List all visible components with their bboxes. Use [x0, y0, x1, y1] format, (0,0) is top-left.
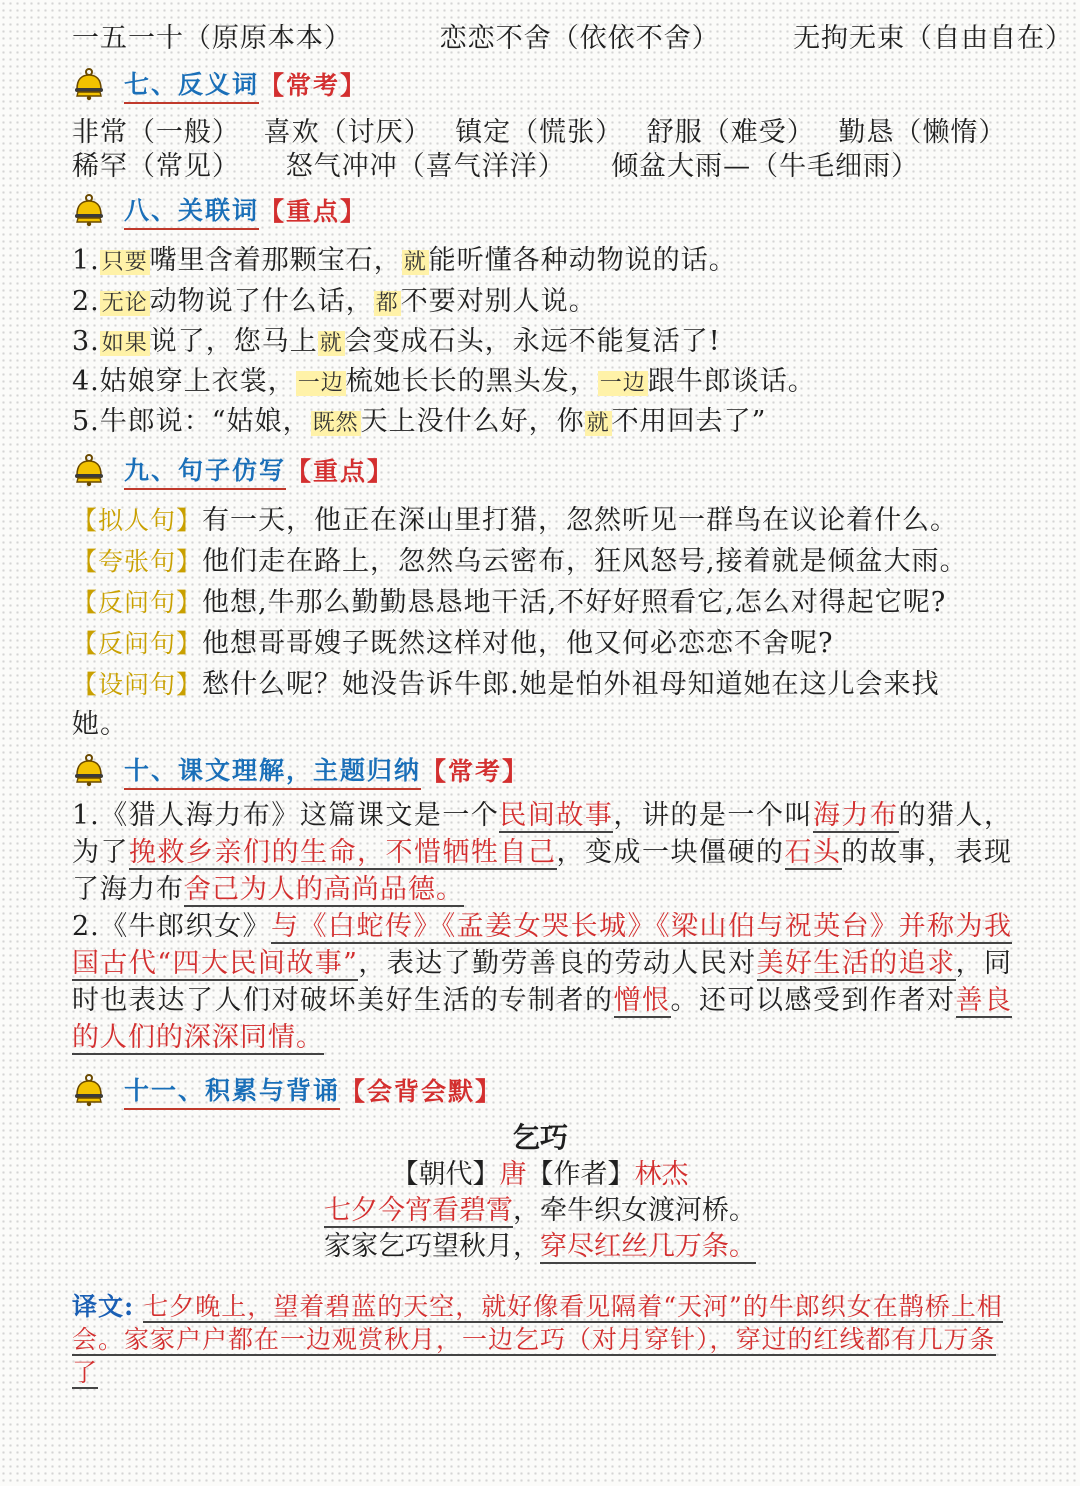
- sentence-text: 天上没什么好，你: [360, 406, 585, 437]
- antonym-pair: 喜欢（讨厌）: [263, 117, 432, 148]
- sentence-text: 会变成石头，永远不能复活了!: [344, 326, 721, 357]
- poem-blank: 七夕今宵看碧霄: [324, 1195, 513, 1226]
- conjunction-sentence: [72, 319, 721, 358]
- sentence-type-label: 【反问句】: [72, 629, 203, 658]
- keyword-highlight: 如果: [101, 331, 148, 356]
- paragraph-text: 的故事，表现了海力布: [72, 837, 1012, 905]
- section-comprehension-heading: [72, 750, 529, 790]
- keyword-highlight: 无论: [101, 291, 148, 316]
- answer-text: 善良的人们的深深同情。: [72, 985, 1012, 1053]
- comprehension-paragraph-1: [72, 797, 1012, 908]
- section-recitation-heading: [72, 1070, 502, 1110]
- conjunction-sentence: [72, 359, 816, 398]
- paragraph-text: 。还可以感受到作者对: [670, 985, 956, 1016]
- answer-text: 民间故事: [499, 800, 614, 831]
- section-tag: 【重点】: [259, 197, 368, 226]
- keyword-highlight: 一边: [599, 371, 646, 396]
- antonym-pair: 镇定（慌张）: [455, 117, 624, 148]
- answer-text: 挽救乡亲们的生命，不惜牺牲自己: [129, 837, 557, 868]
- answer-text: 憎恨: [613, 985, 671, 1016]
- sentence-type-label: 【反问句】: [72, 588, 203, 617]
- example-sentence: [72, 539, 968, 578]
- sentence-text: 跟牛郎谈话。: [647, 366, 816, 397]
- paragraph-text: ，变成一块僵硬的: [556, 837, 785, 868]
- section-tag: 【常考】: [421, 757, 530, 786]
- keyword-highlight: 既然: [312, 411, 359, 436]
- conjunction-sentence: [72, 238, 737, 277]
- bell-icon: [72, 453, 106, 487]
- keyword-highlight: 只要: [101, 250, 148, 275]
- idiom-pair: 一五一十（原原本本）: [72, 23, 352, 54]
- sentence-text: 他想哥哥嫂子既然这样对他，他又何必恋恋不舍呢?: [202, 628, 834, 659]
- example-sentence: [72, 580, 946, 619]
- sentence-text: 嘴里含着那颗宝石，: [149, 245, 402, 276]
- translation-block: [72, 1290, 1012, 1389]
- poem-blank: 穿尽红丝几万条。: [540, 1231, 756, 1262]
- paragraph-text: 的猎人，为了: [72, 800, 1013, 868]
- idiom-pair: 恋恋不舍（依依不舍）: [439, 23, 720, 54]
- dynasty-label: 【朝代】: [391, 1159, 500, 1190]
- item-number: 4.: [72, 366, 100, 397]
- example-sentence: [72, 662, 940, 701]
- section-tag: 【会背会默】: [340, 1077, 503, 1106]
- keyword-highlight: 就: [403, 250, 427, 275]
- poem-text: ，牵牛织女渡河桥。: [513, 1195, 756, 1226]
- section-conjunctions-heading: [72, 190, 367, 230]
- conjunction-sentence: [72, 279, 597, 318]
- sentence-text: 不要对别人说。: [400, 286, 597, 317]
- translation-text: 七夕晚上，望着碧蓝的天空，就好像看见隔着“天河”的牛郎织女在鹊桥上相会。家家户户都在一边观赏秋月，一边乞巧（对月穿针），穿过的红线都有几万条了: [72, 1292, 1003, 1387]
- comprehension-paragraph-2: [72, 908, 1012, 1056]
- author-label: 【作者】: [526, 1159, 635, 1190]
- antonym-pair: 怒气冲冲（喜气洋洋）: [285, 151, 566, 182]
- poem-meta: [0, 1152, 1080, 1191]
- example-sentence-continuation: [72, 702, 128, 741]
- keyword-highlight: 都: [375, 291, 399, 316]
- section-tag: 【常考】: [259, 71, 368, 100]
- sentence-text: 愁什么呢？她没告诉牛郎.她是怕外祖母知道她在这儿会来找: [202, 669, 940, 700]
- paragraph-text: ，表达了勤劳善良的劳动人民对: [357, 948, 757, 979]
- sentence-type-label: 【拟人句】: [72, 506, 203, 535]
- keyword-highlight: 一边: [297, 371, 344, 396]
- sentence-text: 他们走在路上，忽然乌云密布，狂风怒号,接着就是倾盆大雨。: [202, 546, 968, 577]
- antonym-pair: 勤恳（懒惰）: [838, 117, 1007, 148]
- section-title: 七、反义词: [124, 65, 259, 104]
- translation-label: 译文:: [72, 1292, 135, 1321]
- section-title: 九、句子仿写: [124, 451, 286, 490]
- bell-icon: [72, 1073, 106, 1107]
- idiom-pair: 无拘无束（自由自在）: [793, 23, 1074, 54]
- sentence-text: 动物说了什么话，: [149, 286, 374, 317]
- bell-icon: [72, 193, 106, 227]
- antonym-pair: 舒服（难受）: [646, 117, 815, 148]
- section-title: 八、关联词: [124, 191, 259, 230]
- answer-text: 舍己为人的高尚品德。: [184, 874, 464, 905]
- bell-icon: [72, 753, 106, 787]
- answer-text: 与《白蛇传》《孟姜女哭长城》《梁山伯与祝英台》并称为我国古代“四大民间故事”: [72, 911, 1013, 979]
- poem-line-2: [0, 1224, 1080, 1263]
- sentence-text: 他想,牛那么勤勤恳恳地干活,不好好照看它,怎么对得起它呢?: [202, 587, 947, 618]
- idiom-pairs-row: [72, 16, 1073, 55]
- poem-line-1: [0, 1188, 1080, 1227]
- antonym-pair: 非常（一般）: [72, 117, 240, 148]
- sentence-text: 姑娘穿上衣裳，: [99, 366, 296, 397]
- sentence-text: 梳她长长的黑头发，: [345, 366, 598, 397]
- sentence-type-label: 【夸张句】: [72, 547, 203, 576]
- conjunction-sentence: [72, 399, 766, 438]
- answer-text: 海力布: [812, 800, 899, 831]
- item-number: 1.: [72, 245, 100, 276]
- section-tag: 【重点】: [286, 457, 395, 486]
- section-imitation-heading: [72, 450, 394, 490]
- antonyms-row-2: [72, 144, 919, 183]
- item-number: 3.: [72, 326, 100, 357]
- example-sentence: [72, 621, 834, 660]
- paragraph-text: ，同时也表达了人们对破坏美好生活的专制者的: [72, 948, 1013, 1016]
- keyword-highlight: 就: [586, 411, 610, 436]
- answer-text: 石头: [784, 837, 842, 868]
- sentence-text: 能听懂各种动物说的话。: [428, 245, 737, 276]
- item-number: 2.: [72, 286, 100, 317]
- section-title: 十、课文理解，主题归纳: [124, 751, 421, 790]
- section-title: 十一、积累与背诵: [124, 1071, 340, 1110]
- sentence-text: 她。: [72, 709, 128, 740]
- paragraph-text: 2.《牛郎织女》: [72, 911, 271, 942]
- antonym-pair: 稀罕（常见）: [72, 151, 240, 182]
- sentence-text: 不用回去了”: [611, 406, 767, 437]
- antonym-pair: 倾盆大雨—（牛毛细雨）: [611, 151, 920, 182]
- paragraph-text: ，讲的是一个叫: [613, 800, 813, 831]
- keyword-highlight: 就: [319, 331, 343, 356]
- paragraph-text: 1.《猎人海力布》这篇课文是一个: [72, 800, 500, 831]
- author-value: 林杰: [634, 1159, 689, 1190]
- dynasty-value: 唐: [499, 1159, 527, 1190]
- poem-title: 乞巧: [511, 1121, 568, 1154]
- sentence-text: 说了，您马上: [149, 326, 318, 357]
- item-number: 5.: [72, 406, 100, 437]
- sentence-text: 有一天，他正在深山里打猎，忽然听见一群鸟在议论着什么。: [202, 505, 959, 536]
- example-sentence: [72, 498, 958, 537]
- answer-text: 美好生活的追求: [756, 948, 956, 979]
- bell-icon: [72, 67, 106, 101]
- section-antonyms-heading: [72, 64, 367, 104]
- poem-text: 家家乞巧望秋月，: [324, 1231, 540, 1262]
- sentence-text: 牛郎说：“姑娘，: [99, 406, 311, 437]
- sentence-type-label: 【设问句】: [72, 670, 203, 699]
